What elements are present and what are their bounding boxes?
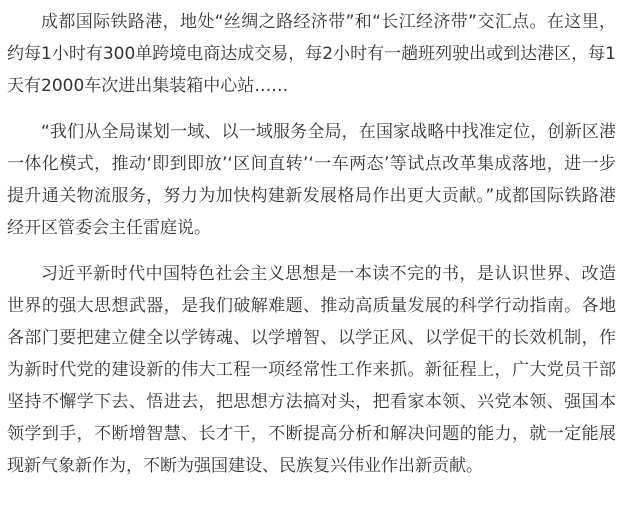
article-paragraph-3: 习近平新时代中国特色社会主义思想是一本读不完的书，是认识世界、改造世界的强大思想武器，是我们破解难题、推动高质量发展的科学行动指南。各地各部门要把建立健全以学铸魂、以学增智、以学正风、以学促干的长效机制，作为新时代党的建设新的伟大工程一项经常性工作来抓。新征程上，广大党员干部坚持不懈学下去、悟进去，把思想方法搞对头，把看家本领、兴党本领、强国本领学到手，不断增智慧、长才干，不断提高分析和解决问题的能力，就一定能展现新气象新作为，不断为强国建设、民族复兴伟业作出新贡献。 [7, 264, 616, 476]
article-paragraph-2: “我们从全局谋划一域、以一域服务全局，在国家战略中找准定位，创新区港一体化模式，推动‘即到即放’‘区间直转’‘一车两态’等试点改革集成落地，进一步提升通关物流服务，努力为加快构建新发展格局作出更大贡献。”成都国际铁路港经开区管委会主任雷庭说。 [7, 122, 616, 238]
article-paragraph-1: 成都国际铁路港，地处“丝绸之路经济带”和“长江经济带”交汇点。在这里，约每1小时有300单跨境电商达成交易，每2小时有一趟班列驶出或到达港区，每1天有2000车次进出集装箱中心站…… [7, 12, 616, 96]
